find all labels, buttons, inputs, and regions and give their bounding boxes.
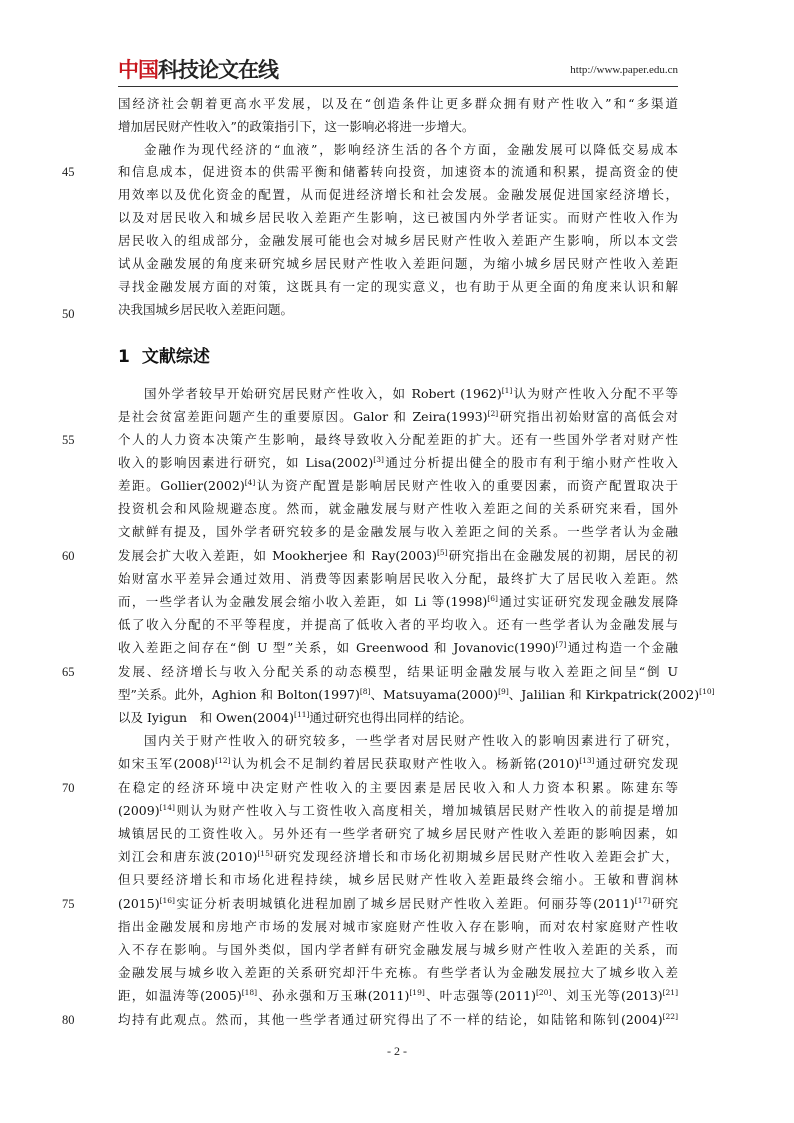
citation: [22] [662,1012,678,1021]
text-line: 发展会扩大收入差距，如 Mookherjee 和 Ray(2003)[5]研究指出在金融发展的初期，居民的初 [118,548,678,563]
text-line: 投资机会和风险规避态度。然而，就金融发展与财产性收入差距之间的关系研究来看，国外 [118,501,678,516]
section-number: 1 [118,347,130,367]
text-line: 文献鲜有提及，国外学者研究较多的是金融发展与收入差距之间的关系。一些学者认为金融 [118,524,678,539]
text-line: 城镇居民的工资性收入。另外还有一些学者研究了城乡居民财产性收入差距的影响因素，如 [118,826,678,841]
citation: [9] [498,687,509,696]
text-line: 增加居民财产性收入”的政策指引下，这一影响必将进一步增大。 [118,119,475,134]
text-line: 型”关系。此外，Aghion 和 Bolton(1997)[8]、Matsuyama(2000)[9]、Jalilian 和 Kirkpatrick(2002)[10] [118,687,715,702]
text-line: 寻找金融发展方面的对策，这既具有一定的现实意义，也有助于从更全面的角度来认识和解 [118,279,678,294]
text-line: 但只要经济增长和市场化进程持续，城乡居民财产性收入差距最终会缩小。王敏和曹润林 [118,872,678,887]
text-line: 距，如温涛等(2005)[18]、孙永强和万玉琳(2011)[19]、叶志强等(2011)[20]、刘玉光等(2013)[21] [118,988,678,1003]
citation: [15] [257,849,273,858]
citation: [16] [159,896,175,905]
text-line: 金融作为现代经济的“血液”，影响经济生活的各个方面，金融发展可以降低交易成本 [144,142,678,157]
text-line: 试从金融发展的角度来研究城乡居民财产性收入差距问题，为缩小城乡居民财产性收入差距 [118,256,678,271]
citation: [8] [359,687,371,696]
text-line: 收入差距之间存在“倒 U 型”关系，如 Greenwood 和 Jovanovic(1990)[7]通过构造一个金融 [118,640,678,655]
text-line: 入不存在影响。与国外类似，国内学者鲜有研究金融发展与城乡财产性收入差距的关系，而 [118,942,678,957]
text-line: 刘江会和唐东波(2010)[15]研究发现经济增长和市场化初期城乡居民财产性收入差距会扩大， [118,849,678,864]
text-line: 收入的影响因素进行研究，如 Lisa(2002)[3]通过分析提出健全的股市有利于缩小财产性收入 [118,455,678,470]
citation: [14] [159,803,175,812]
text-line: 如宋玉军(2008)[12]认为机会不足制约着居民获取财产性收入。杨新铭(2010)[13]通过研究发现 [118,756,678,771]
text-line: 决我国城乡居民收入差距问题。 [118,302,294,317]
citation: [12] [215,756,231,765]
citation: [18] [241,988,258,997]
line-number: 70 [62,781,75,795]
citation: [17] [634,896,651,905]
text-line: 是社会贫富差距问题产生的重要原因。Galor 和 Zeira(1993)[2]研究指出初始财富的高低会对 [118,409,678,424]
text-line: 居民收入的组成部分，金融发展可能也会对城乡居民财产性收入差距产生影响，所以本文尝 [118,233,678,248]
citation: [4] [244,478,256,487]
text-line: 用效率以及优化资金的配置，从而促进经济增长和社会发展。金融发展促进国家经济增长， [118,187,678,202]
line-number: 45 [62,165,75,179]
text-line: 以及 Iyigun 和 Owen(2004)[11]通过研究也得出同样的结论。 [118,710,472,725]
line-number: 60 [62,549,75,563]
citation: [7] [555,640,567,649]
text-line: 金融发展与城乡收入差距的关系研究却汗牛充栋。有些学者认为金融发展拉大了城乡收入差 [118,965,678,980]
line-number: 75 [62,897,75,911]
text-line: 低了收入分配的不平等程度，并提高了低收入者的平均收入。还有一些学者认为金融发展与 [118,617,678,632]
line-number: 80 [62,1013,75,1027]
page-header [118,58,678,84]
page-number: - 2 - [387,1044,407,1058]
citation: [10] [699,687,715,696]
line-number: 65 [62,665,75,679]
text-line: 而，一些学者认为金融发展会缩小收入差距，如 Li 等(1998)[6]通过实证研究发现金融发展降 [118,594,678,609]
text-line: 国外学者较早开始研究居民财产性收入，如 Robert (1962)[1]认为财产性收入分配不平等 [144,386,678,401]
header-url[interactable]: http://www.paper.edu.cn [570,64,678,76]
text-line: 以及对居民收入和城乡居民收入差距产生影响，这已被国内外学者证实。而财产性收入作为 [118,210,678,225]
text-line: 始财富水平差异会通过效用、消费等因素影响居民收入分配，最终扩大了居民收入差距。然 [118,571,678,586]
text-line: (2009)[14]则认为财产性收入与工资性收入高度相关，增加城镇居民财产性收入的前提是增加 [118,803,678,818]
text-line: 国经济社会朝着更高水平发展，以及在“创造条件让更多群众拥有财产性收入”和“多渠道 [118,96,678,111]
text-line: 和信息成本，促进资本的供需平衡和储蓄转向投资，加速资本的流通和积累，提高资金的使 [118,164,678,179]
citation: [13] [579,756,595,765]
text-line: 均持有此观点。然而，其他一些学者通过研究得出了不一样的结论，如陆铭和陈钊(2004)[22] [118,1012,678,1027]
line-number: 55 [62,433,75,447]
text-line: 指出金融发展和房地产市场的发展对城市家庭财产性收入存在影响，而对农村家庭财产性收 [118,919,678,934]
citation: [20] [535,988,552,997]
text-line: (2015)[16]实证分析表明城镇化进程加剧了城乡居民财产性收入差距。何丽芬等(2011)[17]研究 [118,896,678,911]
citation: [5] [437,548,448,557]
text-line: 国内关于财产性收入的研究较多，一些学者对居民财产性收入的影响因素进行了研究， [144,733,678,748]
text-line: 发展、经济增长与收入分配关系的动态模型，结果证明金融发展与收入差距之间呈“倒 U [118,664,678,679]
header-divider [118,86,678,87]
citation: [1] [501,386,513,395]
citation: [21] [662,988,678,997]
text-line: 在稳定的经济环境中决定财产性收入的主要因素是居民收入和人力资本积累。陈建东等 [118,780,678,795]
journal-logo: 中国科技论文在线 [118,58,278,82]
citation: [2] [487,409,499,418]
text-line: 个人的人力资本决策产生影响，最终导致收入分配差距的扩大。还有一些国外学者对财产性 [118,432,678,447]
section-title: 文献综述 [141,347,210,367]
citation: [3] [373,455,384,464]
line-number: 50 [62,307,75,321]
citation: [19] [409,988,425,997]
citation: [11] [294,710,310,719]
citation: [6] [487,594,498,603]
section-heading [118,343,210,371]
text-line: 差距。Gollier(2002)[4]认为资产配置是影响居民财产性收入的重要因素，而资产配置取决于 [118,478,678,493]
